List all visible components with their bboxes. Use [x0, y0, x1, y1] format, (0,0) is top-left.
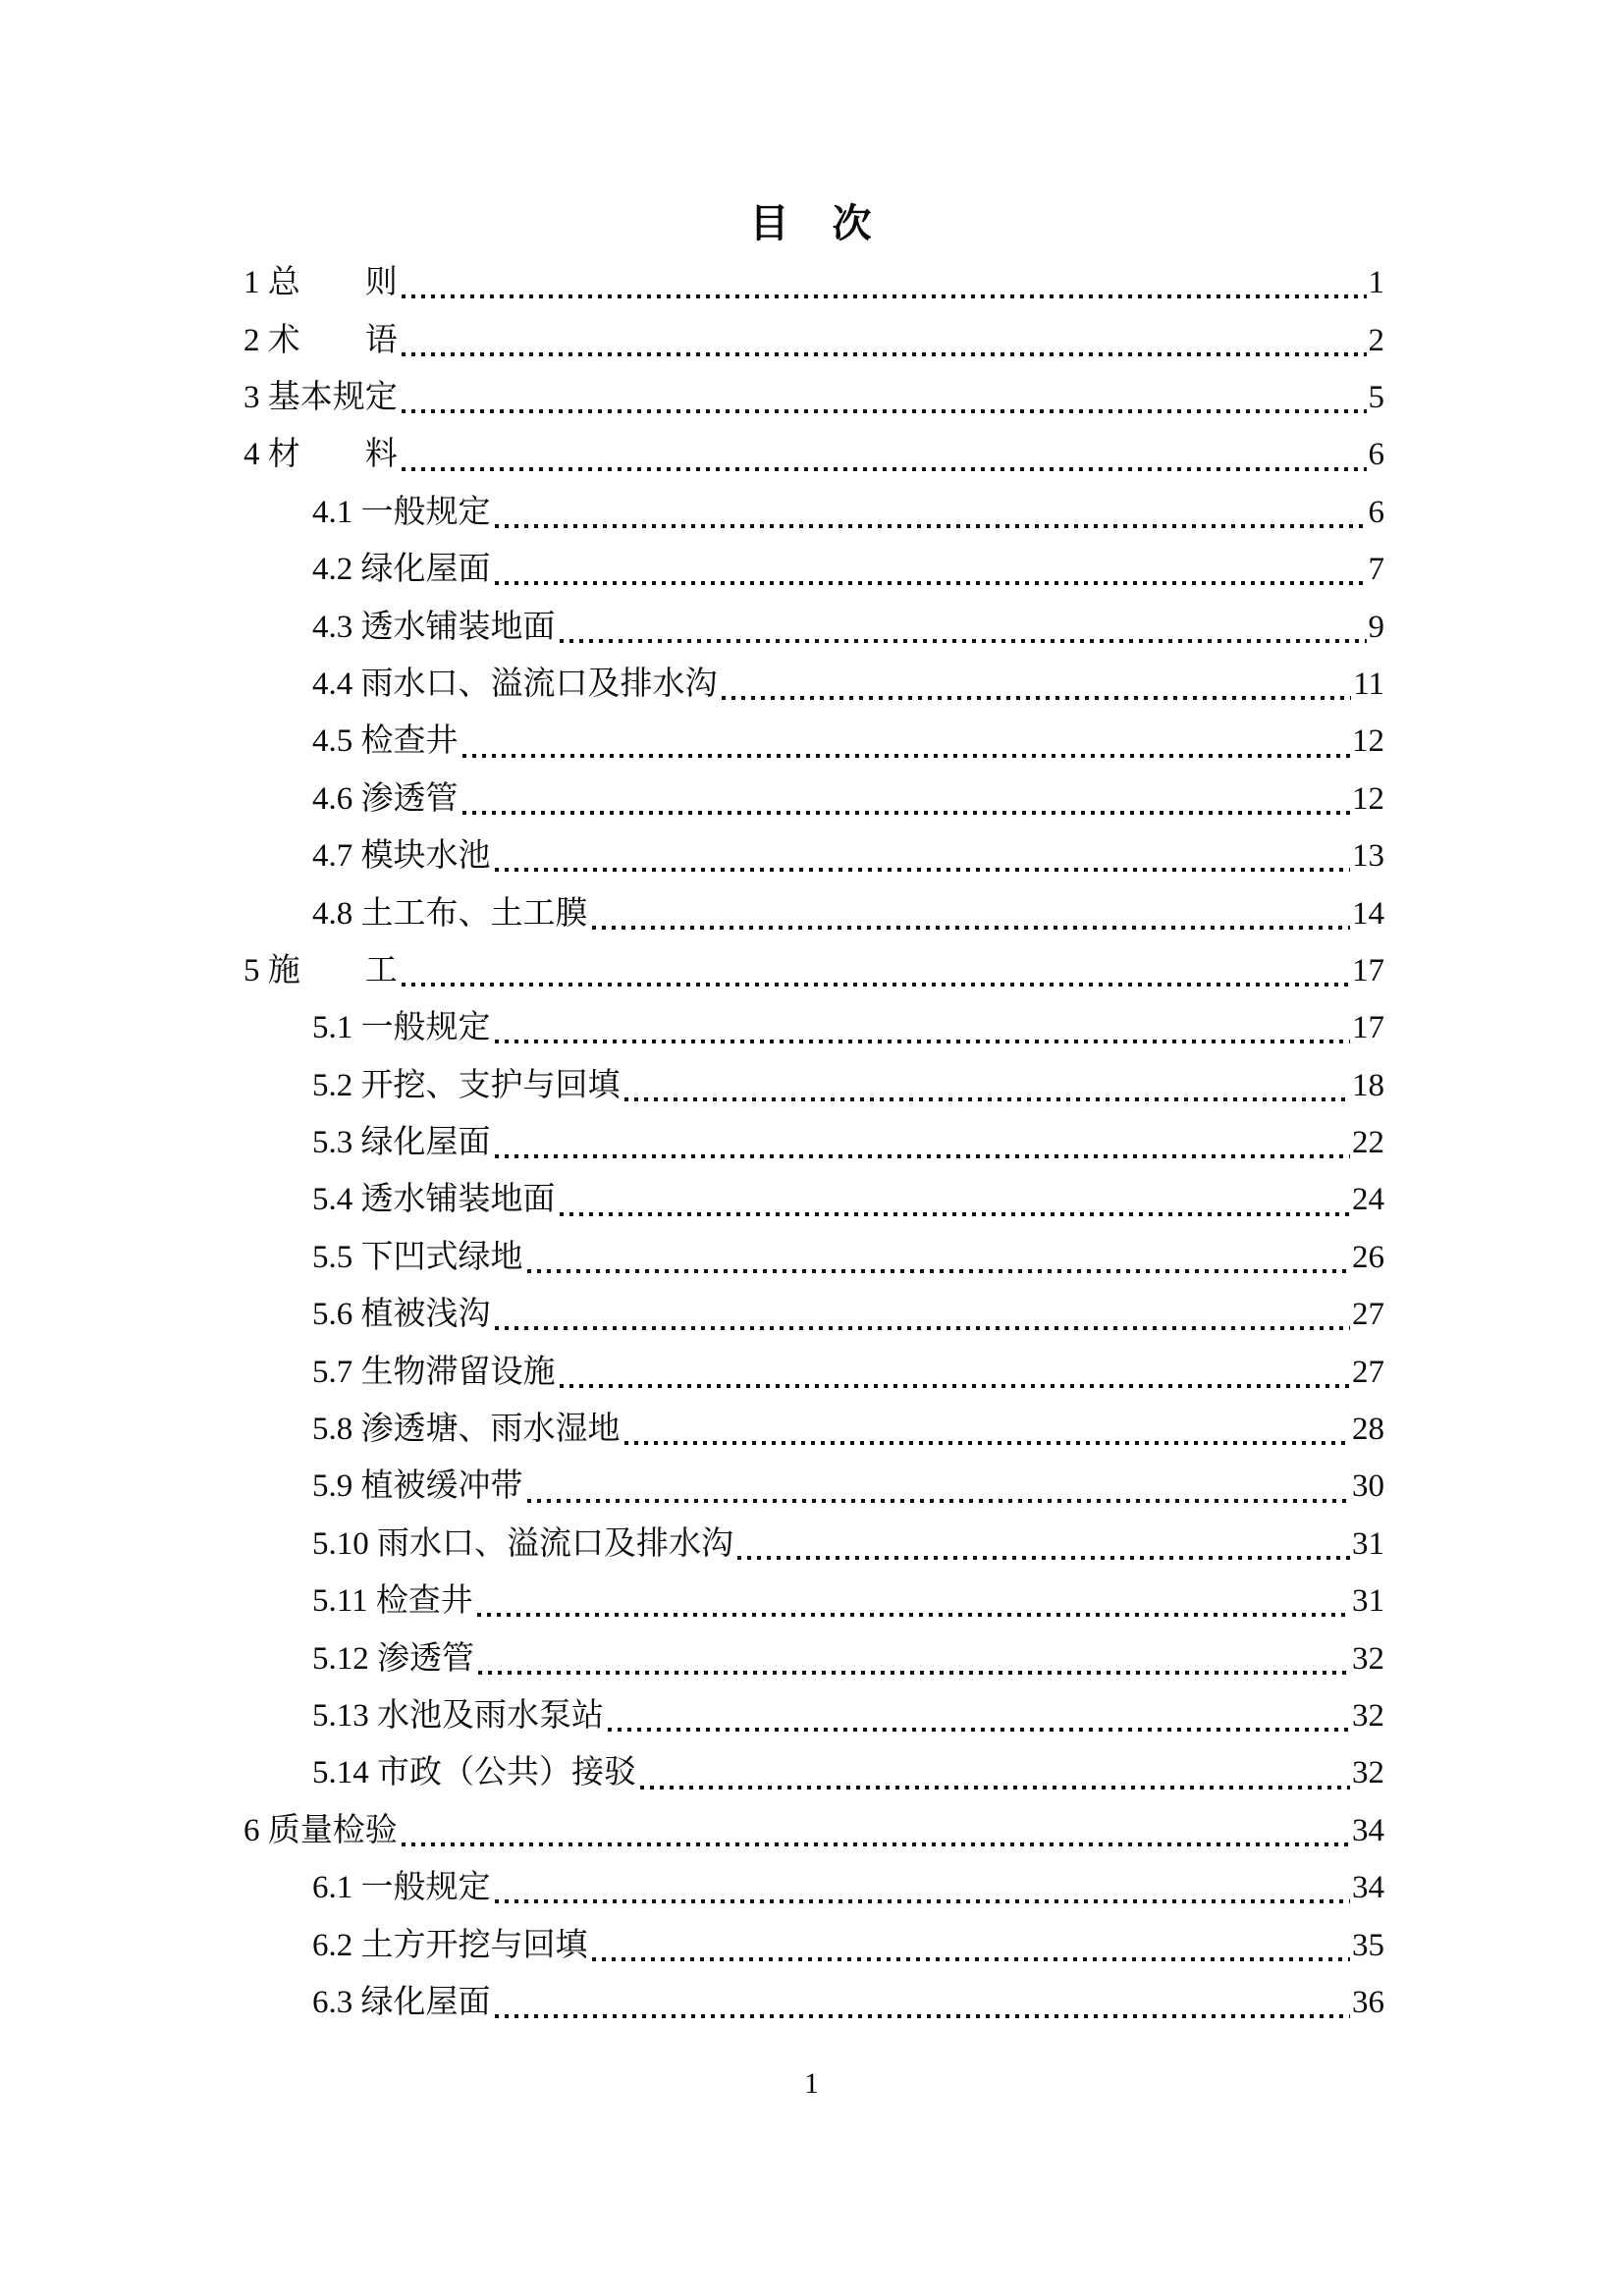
toc-entry: [243, 1115, 1384, 1172]
toc-entry: [243, 1517, 1384, 1574]
toc-entry: [243, 1630, 1384, 1687]
toc-entry-label: 5.7 生物滞留设施: [312, 1354, 556, 1390]
dot-leader: [495, 524, 1367, 528]
toc-entry: [243, 1000, 1384, 1057]
dot-leader: [402, 409, 1367, 413]
toc-entry-label: 6 质量检验: [243, 1812, 398, 1848]
dot-leader: [495, 581, 1367, 585]
toc-entry: [243, 1688, 1384, 1745]
toc-entry-label: 5.10 雨水口、溢流口及排水沟: [312, 1525, 733, 1562]
toc-entry: [243, 1860, 1384, 1917]
toc-entry-label: 5.9 植被缓冲带: [312, 1468, 523, 1505]
toc-entry-page: 28: [1352, 1412, 1384, 1448]
toc-entry-label: 4.7 模块水池: [312, 838, 491, 875]
toc-entry-label: 5.6 植被浅沟: [312, 1297, 491, 1333]
toc-entry-page: 35: [1352, 1927, 1384, 1963]
toc-entry-label: 6.1 一般规定: [312, 1870, 491, 1906]
toc-entry: [243, 312, 1384, 369]
toc-entry-label: 6.3 绿化屋面: [312, 1984, 491, 2020]
dot-leader: [402, 294, 1367, 298]
toc-entry-page: 17: [1352, 952, 1384, 988]
toc-entry-label: 4.8 土工布、土工膜: [312, 895, 588, 932]
toc-entry-page: 6: [1368, 437, 1384, 473]
toc-entry: [243, 1975, 1384, 2032]
toc-entry: [243, 1402, 1384, 1459]
toc-entry-page: 30: [1352, 1468, 1384, 1505]
toc-entry-page: 9: [1368, 609, 1384, 645]
dot-leader: [560, 1384, 1351, 1388]
toc-entry-page: 32: [1352, 1755, 1384, 1791]
toc-entry: [243, 772, 1384, 828]
toc-entry-label: 4.4 雨水口、溢流口及排水沟: [312, 666, 718, 702]
dot-leader: [592, 926, 1351, 930]
toc-entry-label: 5.2 开挖、支护与回填: [312, 1067, 621, 1103]
toc-entry-label: 1 总 则: [243, 265, 398, 301]
dot-leader: [624, 1441, 1351, 1445]
toc-entry-page: 27: [1352, 1297, 1384, 1333]
toc-entry-label: 4.6 渗透管: [312, 780, 459, 817]
toc-entry-label: 4.3 透水铺装地面: [312, 609, 556, 645]
toc-entry: [243, 714, 1384, 771]
footer-page-number: 1: [804, 2067, 819, 2100]
dot-leader: [608, 1728, 1350, 1732]
toc-entry-page: 27: [1352, 1354, 1384, 1390]
toc-entry-label: 4 材 料: [243, 437, 398, 473]
toc-entry-page: 7: [1368, 552, 1384, 588]
toc-entry: [243, 1230, 1384, 1287]
dot-leader: [640, 1786, 1350, 1789]
dot-leader: [737, 1556, 1350, 1560]
toc-entry: [243, 542, 1384, 599]
toc-entry-page: 1: [1368, 265, 1384, 301]
dot-leader: [402, 467, 1367, 471]
dot-leader: [495, 1040, 1351, 1043]
toc-entry: [243, 1172, 1384, 1229]
toc-entry-label: 4.5 检查井: [312, 723, 459, 760]
dot-leader: [592, 1957, 1351, 1961]
toc-entry-page: 11: [1353, 666, 1384, 702]
toc-entry-label: 3 基本规定: [243, 380, 398, 415]
toc-entry-page: 12: [1352, 780, 1384, 817]
dot-leader: [560, 1212, 1351, 1216]
toc-entry-page: 14: [1352, 895, 1384, 932]
dot-leader: [495, 1154, 1351, 1158]
toc-list: [243, 255, 1384, 2032]
toc-entry-label: 5.13 水池及雨水泵站: [312, 1697, 604, 1734]
toc-entry: [243, 255, 1384, 312]
toc-entry: [243, 657, 1384, 714]
toc-entry-label: 4.1 一般规定: [312, 494, 491, 530]
toc-entry: [243, 427, 1384, 484]
toc-entry-page: 12: [1352, 723, 1384, 760]
toc-entry-label: 5.4 透水铺装地面: [312, 1182, 556, 1218]
toc-entry-page: 32: [1352, 1697, 1384, 1734]
toc-entry-page: 34: [1352, 1812, 1384, 1848]
toc-entry: [243, 1745, 1384, 1802]
toc-entry-page: 22: [1352, 1125, 1384, 1161]
toc-entry: [243, 1574, 1384, 1630]
dot-leader: [462, 811, 1351, 815]
toc-entry-label: 5.14 市政（公共）接驳: [312, 1755, 636, 1791]
toc-entry-page: 2: [1368, 322, 1384, 358]
page-title: 目 次: [749, 201, 874, 245]
dot-leader: [560, 639, 1367, 643]
toc-entry-page: 31: [1352, 1583, 1384, 1620]
toc-entry-label: 4.2 绿化屋面: [312, 552, 491, 588]
dot-leader: [722, 696, 1352, 700]
toc-entry-label: 5.11 检查井: [312, 1583, 473, 1620]
toc-entry-label: 5.3 绿化屋面: [312, 1125, 491, 1161]
toc-entry-page: 34: [1352, 1870, 1384, 1906]
toc-entry: [243, 943, 1384, 1000]
dot-leader: [478, 1671, 1350, 1675]
dot-leader: [495, 2014, 1351, 2018]
toc-entry: [243, 1344, 1384, 1401]
toc-entry-page: 6: [1368, 494, 1384, 530]
toc-entry-label: 5.8 渗透塘、雨水湿地: [312, 1412, 621, 1448]
dot-leader: [462, 754, 1351, 758]
toc-entry: [243, 1803, 1384, 1860]
dot-leader: [402, 983, 1350, 987]
dot-leader: [402, 352, 1367, 356]
toc-entry: [243, 370, 1384, 427]
dot-leader: [477, 1613, 1350, 1617]
toc-entry-page: 32: [1352, 1640, 1384, 1677]
toc-entry: [243, 1287, 1384, 1344]
dot-leader: [527, 1269, 1351, 1273]
toc-entry-page: 31: [1352, 1525, 1384, 1562]
dot-leader: [402, 1842, 1350, 1846]
toc-entry-page: 18: [1352, 1067, 1384, 1103]
toc-entry-page: 36: [1352, 1984, 1384, 2020]
toc-entry: [243, 828, 1384, 885]
toc-entry: [243, 1459, 1384, 1516]
toc-entry-label: 6.2 土方开挖与回填: [312, 1927, 588, 1963]
toc-entry-label: 5 施 工: [243, 952, 398, 988]
dot-leader: [527, 1499, 1351, 1503]
toc-entry-page: 26: [1352, 1239, 1384, 1275]
dot-leader: [495, 1326, 1351, 1330]
dot-leader: [495, 868, 1351, 872]
toc-entry: [243, 599, 1384, 656]
toc-entry-page: 24: [1352, 1182, 1384, 1218]
toc-entry-label: 5.1 一般规定: [312, 1010, 491, 1046]
toc-entry: [243, 485, 1384, 542]
toc-entry: [243, 1917, 1384, 1974]
dot-leader: [495, 1899, 1351, 1903]
toc-entry: [243, 885, 1384, 942]
toc-entry-page: 17: [1352, 1010, 1384, 1046]
toc-entry-page: 13: [1352, 838, 1384, 875]
toc-entry-label: 5.5 下凹式绿地: [312, 1239, 523, 1275]
dot-leader: [624, 1097, 1351, 1101]
toc-entry-label: 5.12 渗透管: [312, 1640, 474, 1677]
toc-entry-page: 5: [1368, 380, 1384, 415]
toc-entry-label: 2 术 语: [243, 322, 398, 358]
toc-entry: [243, 1057, 1384, 1114]
